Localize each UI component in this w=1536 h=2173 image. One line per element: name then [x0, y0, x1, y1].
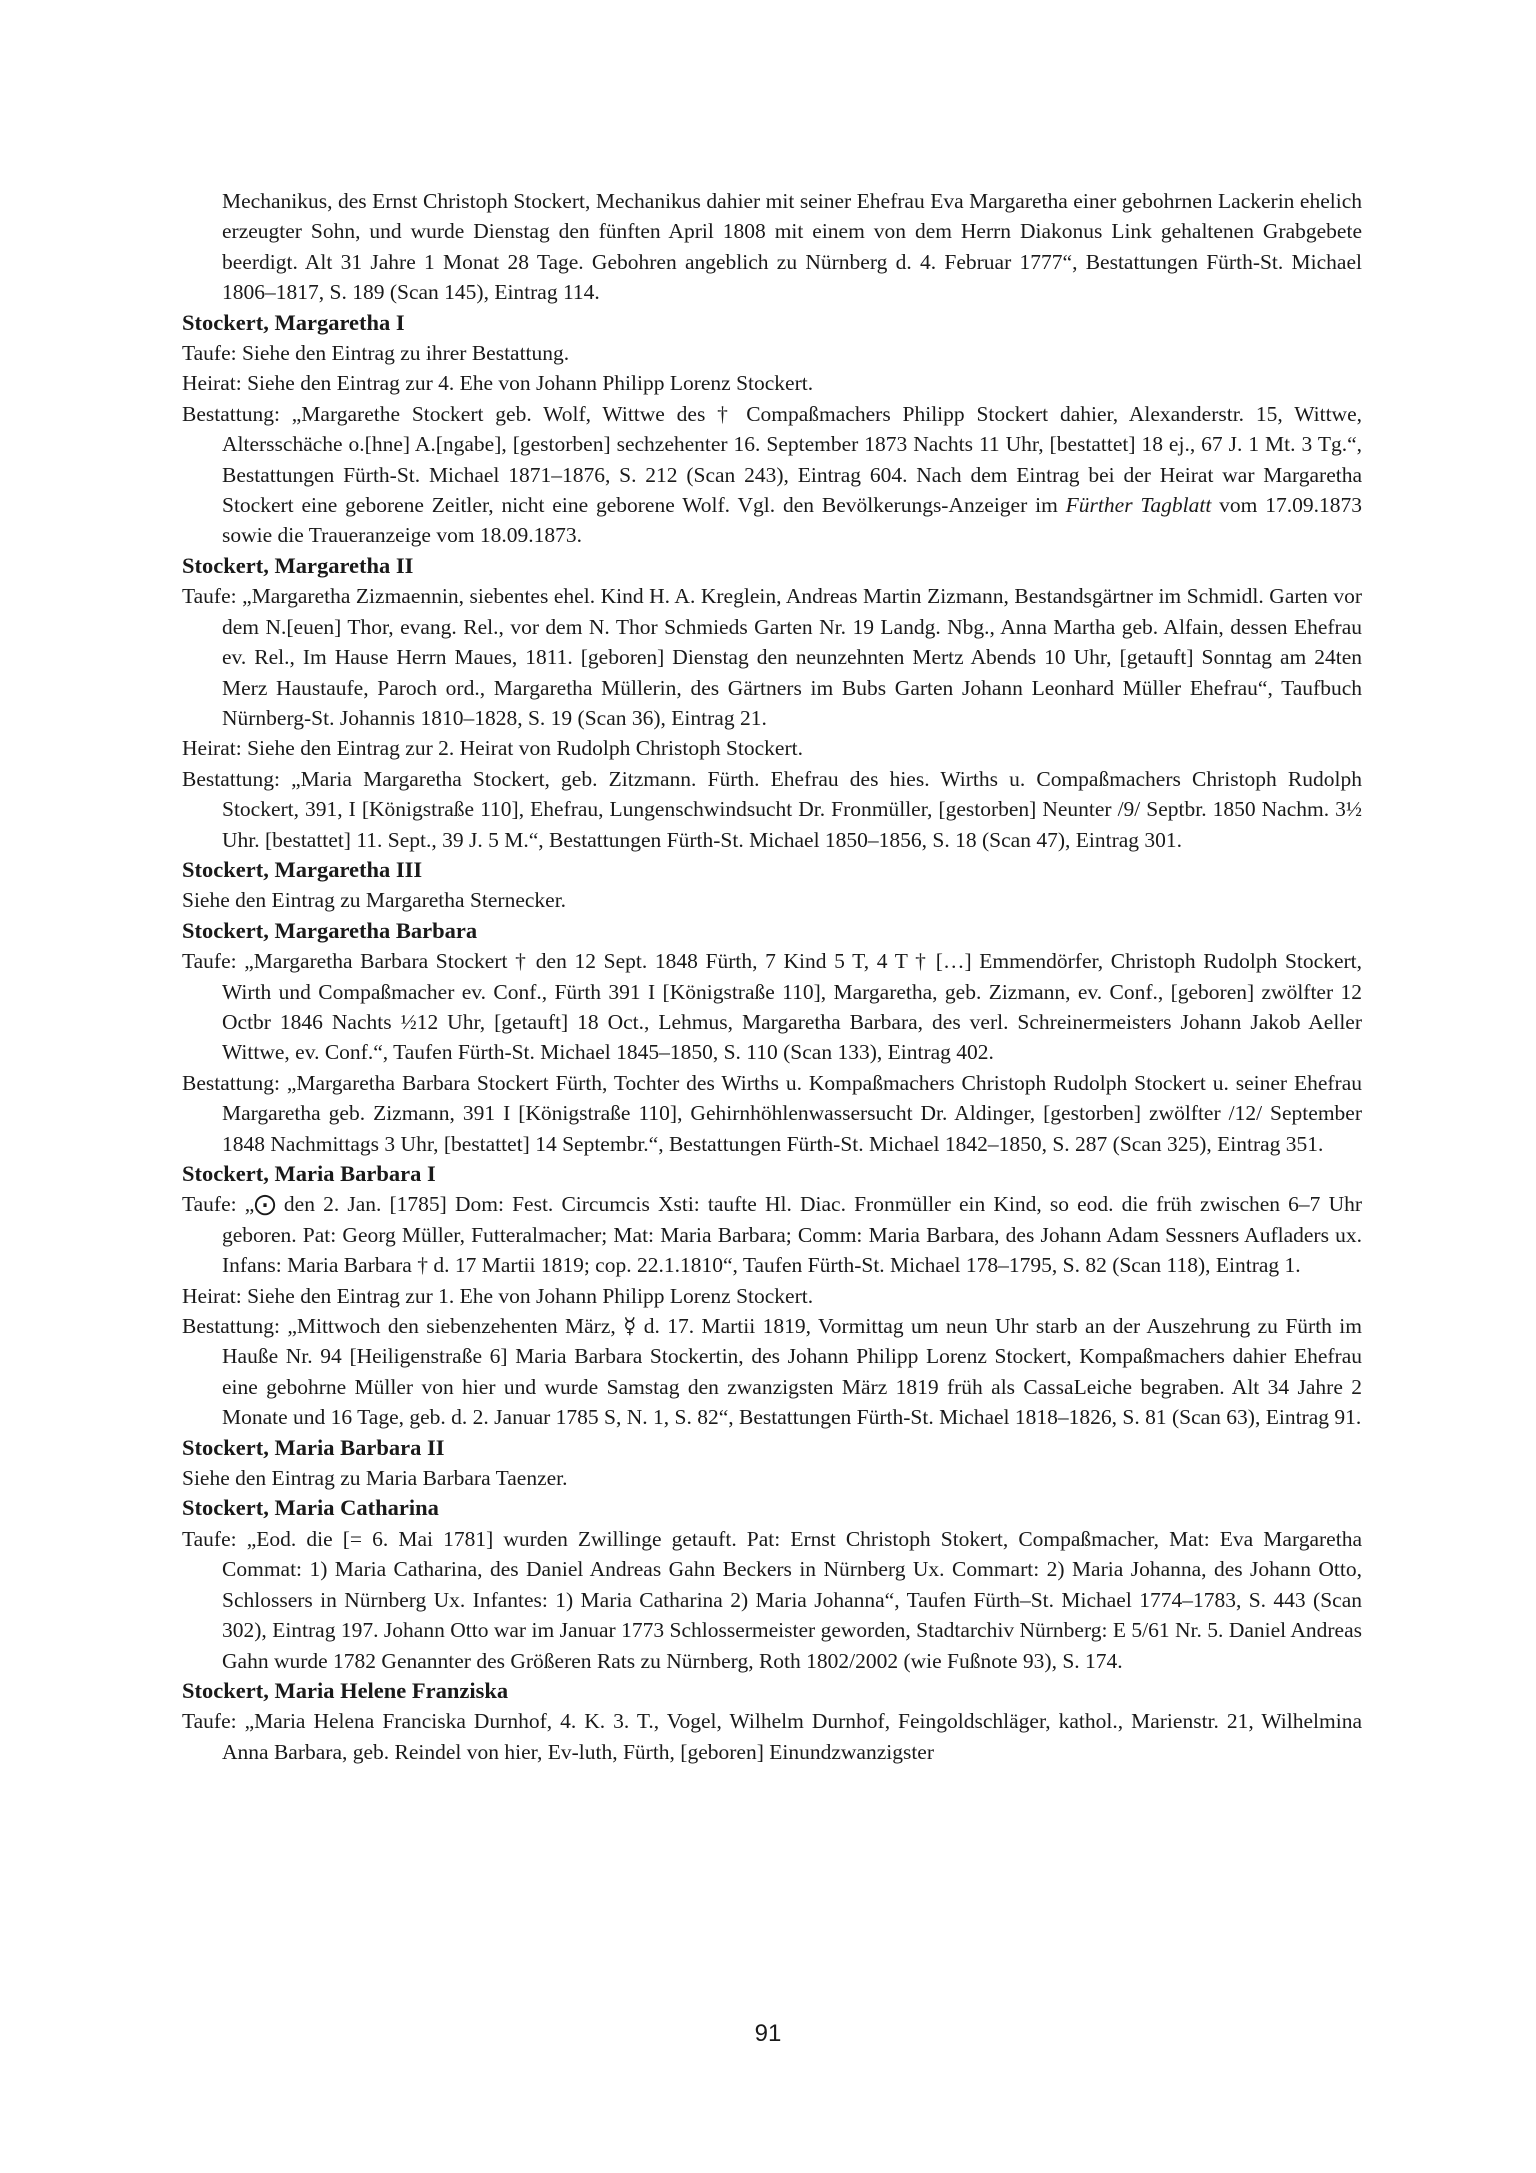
entry-line: Bestattung: „Maria Margaretha Stockert, geb. Zitzmann. Fürth. Ehefrau des hies. Wirths u. Compaßmachers Christoph Rudolph Stockert, 391, I [Königstraße 110], Ehefrau, Lungenschwindsucht Dr. Fronmüller, [gestorben] Neunter /9/ Septbr. 1850 Nachm. 3½ Uhr. [bestattet] 11. Sept., 39 J. 5 M.“, Bestattungen Fürth-St. Michael 1850–1856, S. 18 (Scan 47), Eintrag 301.: [182, 766, 1362, 852]
continuation-paragraph: Mechanikus, des Ernst Christoph Stockert, Mechanikus dahier mit seiner Ehefrau Eva Margaretha einer gebohrnen Lackerin ehelich erzeugter Sohn, und wurde Dienstag den fünften April 1808 mit einem von dem Herrn Diakonus Link gehaltenen Grabgebete beerdigt. Alt 31 Jahre 1 Monat 28 Tage. Gebohren angeblich zu Nürnberg d. 4. Februar 1777“, Bestattungen Fürth-St. Michael 1806–1817, S. 189 (Scan 145), Eintrag 114.: [222, 189, 1362, 305]
document-body: [182, 186, 1362, 1767]
entry-line: Bestattung: „Margarethe Stockert geb. Wolf, Wittwe des † Compaßmachers Philipp Stockert dahier, Alexanderstr. 15, Wittwe, Altersschäche o.[hne] A.[ngabe], [gestorben] sechzehenter 16. September 1873 Nachts 11 Uhr, [bestattet] 18 ej., 67 J. 1 Mt. 3 Tg.“, Bestattungen Fürth-St. Michael 1871–1876, S. 212 (Scan 243), Eintrag 604. Nach dem Eintrag bei der Heirat war Margaretha Stockert eine geborene Zeitler, nicht eine geborene Wolf. Vgl. den Bevölkerungs-Anzeiger im Fürther Tagblatt vom 17.09.1873 sowie die Traueranzeige vom 18.09.1873.: [182, 401, 1362, 548]
entry-line: Taufe: „⨀ den 2. Jan. [1785] Dom: Fest. Circumcis Xsti: taufte Hl. Diac. Fronmüller ein Kind, so eod. die früh zwischen 6–7 Uhr geboren. Pat: Georg Müller, Futteralmacher; Mat: Maria Barbara; Comm: Maria Barbara, des Johann Adam Sessners Aufladers ux. Infans: Maria Barbara † d. 17 Martii 1819; cop. 22.1.1810“, Taufen Fürth-St. Michael 178–1795, S. 82 (Scan 118), Eintrag 1.: [182, 1192, 1362, 1278]
entry-heading: Stockert, Margaretha Barbara: [182, 917, 478, 943]
entry-note: Siehe den Eintrag zu Maria Barbara Taenzer.: [182, 1466, 568, 1491]
entry-heading: Stockert, Maria Barbara I: [182, 1161, 436, 1186]
newspaper-title: Fürther Tagblatt: [1065, 493, 1212, 518]
entry-line: Taufe: „Maria Helena Franciska Durnhof, 4. K. 3. T., Vogel, Wilhelm Durnhof, Feingoldschläger, kathol., Marienstr. 21, Wilhelmina Anna Barbara, geb. Reindel von hier, Ev-luth, Fürth, [geboren] Einundzwanzigster: [182, 1709, 1362, 1764]
entry-line: Taufe: „Margaretha Zizmaennin, siebentes ehel. Kind H. A. Kreglein, Andreas Martin Zizmann, Bestandsgärtner im Schmidl. Garten vor dem N.[euen] Thor, evang. Rel., vor dem N. Thor Schmieds Garten Nr. 19 Landg. Nbg., Anna Martha geb. Alfain, dessen Ehefrau ev. Rel., Im Hause Herrn Maues, 1811. [geboren] Dienstag den neunzehnten Mertz Abends 10 Uhr, [getauft] Sonntag am 24ten Merz Haustaufe, Paroch ord., Margaretha Müllerin, des Gärtners im Bubs Garten Johann Leonhard Müller Ehefrau“, Taufbuch Nürnberg-St. Johannis 1810–1828, S. 19 (Scan 36), Eintrag 21.: [182, 584, 1362, 730]
entry-line: Taufe: „Eod. die [= 6. Mai 1781] wurden Zwillinge getauft. Pat: Ernst Christoph Stokert, Compaßmacher, Mat: Eva Margaretha Commat: 1) Maria Catharina, des Daniel Andreas Gahn Beckers in Nürnberg Ux. Commart: 2) Maria Johanna, des Johann Otto, Schlossers in Nürnberg Ux. Infantes: 1) Maria Catharina 2) Maria Johanna“, Taufen Fürth–St. Michael 1774–1783, S. 443 (Scan 302), Eintrag 197. Johann Otto war im Januar 1773 Schlossermeister geworden, Stadtarchiv Nürnberg: E 5/61 Nr. 5. Daniel Andreas Gahn wurde 1782 Genannter des Größeren Rats zu Nürnberg, Roth 1802/2002 (wie Fußnote 93), S. 174.: [182, 1526, 1362, 1673]
entry-line: Bestattung: „Mittwoch den siebenzehenten März, ☿ d. 17. Martii 1819, Vormittag um neun Uhr starb an der Auszehrung zu Fürth im Hauße Nr. 94 [Heiligenstraße 6] Maria Barbara Stockertin, des Johann Philipp Lorenz Stockert, Kompaßmachers dahier Ehefrau eine gebohrne Müller von hier und wurde Samstag den zwanzigsten März 1819 früh als CassaLeiche begraben. Alt 34 Jahre 2 Monate und 16 Tage, geb. d. 2. Januar 1785 S, N. 1, S. 82“, Bestattungen Fürth-St. Michael 1818–1826, S. 81 (Scan 63), Eintrag 91.: [182, 1314, 1362, 1430]
entry-heading: Stockert, Maria Helene Franziska: [182, 1677, 509, 1703]
entry-line: Heirat: Siehe den Eintrag zur 1. Ehe von Johann Philipp Lorenz Stockert.: [182, 1283, 814, 1308]
entry-line: Taufe: Siehe den Eintrag zu ihrer Bestattung.: [182, 341, 570, 366]
entry-heading: Stockert, Margaretha III: [182, 856, 423, 882]
entry-heading: Stockert, Margaretha I: [182, 309, 405, 335]
entry-note: Siehe den Eintrag zu Margaretha Sternecker.: [182, 888, 567, 913]
entry-heading: Stockert, Maria Catharina: [182, 1495, 439, 1521]
entry-heading: Stockert, Maria Barbara II: [182, 1434, 445, 1460]
entry-line: Bestattung: „Margaretha Barbara Stockert Fürth, Tochter des Wirths u. Kompaßmachers Christoph Rudolph Stockert u. seiner Ehefrau Margaretha geb. Zizmann, 391 I [Königstraße 110], Gehirnhöhlenwassersucht Dr. Aldinger, [gestorben] zwölfter /12/ September 1848 Nachmittags 3 Uhr, [bestattet] 14 Septembr.“, Bestattungen Fürth-St. Michael 1842–1850, S. 287 (Scan 325), Eintrag 351.: [182, 1070, 1362, 1156]
entry-line: Taufe: „Margaretha Barbara Stockert † den 12 Sept. 1848 Fürth, 7 Kind 5 T, 4 T † […] Emmendörfer, Christoph Rudolph Stockert, Wirth und Compaßmacher ev. Conf., Fürth 391 I [Königstraße 110], Margaretha, geb. Zizmann, ev. Conf., [geboren] zwölfter 12 Octbr 1846 Nachts ½12 Uhr, [getauft] 18 Oct., Lehmus, Margaretha Barbara, des verl. Schreinermeisters Johann Jakob Aeller Wittwe, ev. Conf.“, Taufen Fürth-St. Michael 1845–1850, S. 110 (Scan 133), Eintrag 402.: [182, 949, 1362, 1065]
entry-line: Heirat: Siehe den Eintrag zur 4. Ehe von Johann Philipp Lorenz Stockert.: [182, 371, 814, 396]
entry-heading: Stockert, Margaretha II: [182, 552, 414, 578]
page-number: 91: [754, 2020, 782, 2047]
entry-line: Heirat: Siehe den Eintrag zur 2. Heirat von Rudolph Christoph Stockert.: [182, 736, 803, 761]
